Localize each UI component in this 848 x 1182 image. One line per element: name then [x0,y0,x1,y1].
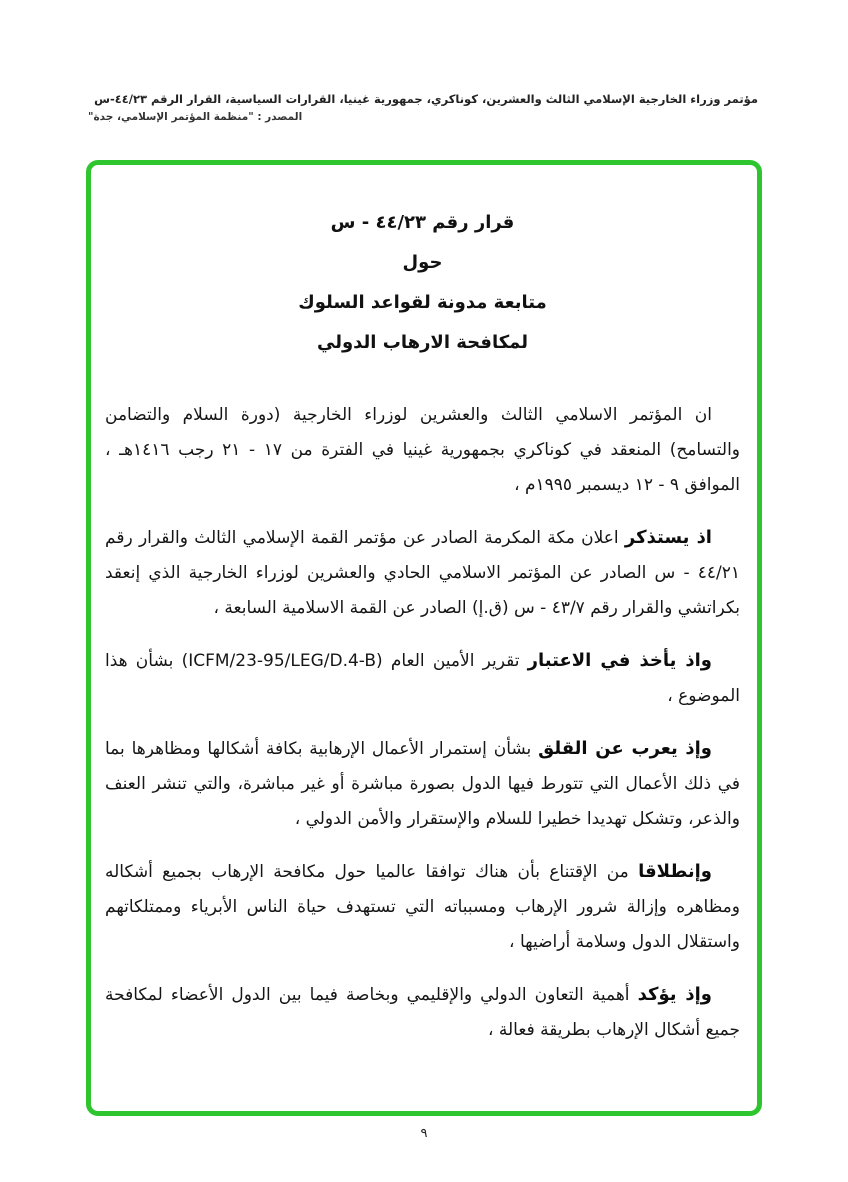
paragraph-taking-into-account [105,643,740,714]
paragraph-preamble [105,397,740,503]
resolution-subject-line1: متابعة مدونة لقواعد السلوك [298,292,547,313]
paragraph-text: تقرير الأمين العام (ICFM/23-95/LEG/D.4-B) بشأن هذا الموضوع ، [105,651,740,706]
paragraph-lead: اذ يستذكر [624,527,712,548]
page-header [88,90,758,123]
paragraph-expressing-concern [105,731,740,837]
resolution-about-word: حول [402,252,443,273]
resolution-number: قرار رقم ٤٤/٢٣ - س [330,212,515,233]
paragraph-proceeding-from [105,854,740,960]
paragraph-recalling [105,520,740,626]
header-citation: مؤتمر وزراء الخارجية الإسلامي الثالث والعشرين، كوناكري، جمهورية غينيا، القرارات السياسية، القرار الرقم ٤٤/٢٣-س [94,92,758,106]
paragraph-lead: وإذ يعرب عن القلق [538,738,712,759]
paragraph-text: أهمية التعاون الدولي والإقليمي وبخاصة فيما بين الدول الأعضاء لمكافحة جميع أشكال الإرهاب بطريقة فعالة ، [105,985,740,1040]
paragraph-affirming [105,977,740,1048]
header-source: المصدر : "منظمة المؤتمر الإسلامي، جدة" [88,111,303,124]
paragraph-text: بشأن إستمرار الأعمال الإرهابية بكافة أشكالها ومظاهرها بما في ذلك الأعمال التي تتورط فيها الدول بصورة مباشرة أو غير مباشرة، والتي تنشر العنف والذعر، وتشكل تهديدا خطيرا للسلام والإستقرار والأمن الدولي ، [105,739,740,829]
paragraph-lead: واذ يأخذ في الاعتبار [527,650,712,671]
document-frame [86,160,762,1116]
paragraph-text: ان المؤتمر الاسلامي الثالث والعشرين لوزراء الخارجية (دورة السلام والتضامن والتسامح) المنعقد في كوناكري بجمهورية غينيا في الفترة من ١٧ - ٢١ رجب ١٤١٦هـ ، الموافق ٩ - ١٢ ديسمبر ١٩٩٥م ، [105,405,741,495]
paragraph-lead: وإنطلاقا [638,861,712,882]
resolution-body [105,397,740,1048]
paragraph-text: من الإقتناع بأن هناك توافقا عالميا حول مكافحة الإرهاب بجميع أشكاله ومظاهره وإزالة شرور الإرهاب ومسبباته التي تستهدف حياة الناس الأبرياء وممتلكاتهم واستقلال الدول وسلامة أراضيها ، [105,862,740,952]
page-number: ٩ [420,1126,428,1141]
paragraph-lead: وإذ يؤكد [637,984,712,1005]
resolution-subject-line2: لمكافحة الارهاب الدولي [316,332,528,353]
resolution-title-block [105,203,740,363]
paragraph-text: اعلان مكة المكرمة الصادر عن مؤتمر القمة الإسلامي الثالث والقرار رقم ٤٤/٢١ - س الصادر عن المؤتمر الاسلامي الحادي والعشرين لوزراء الخارجية الذي إنعقد بكراتشي والقرار رقم ٤٣/٧ - س (ق.إ) الصادر عن القمة الاسلامية السابعة ، [105,528,740,618]
document-content [91,165,757,1111]
